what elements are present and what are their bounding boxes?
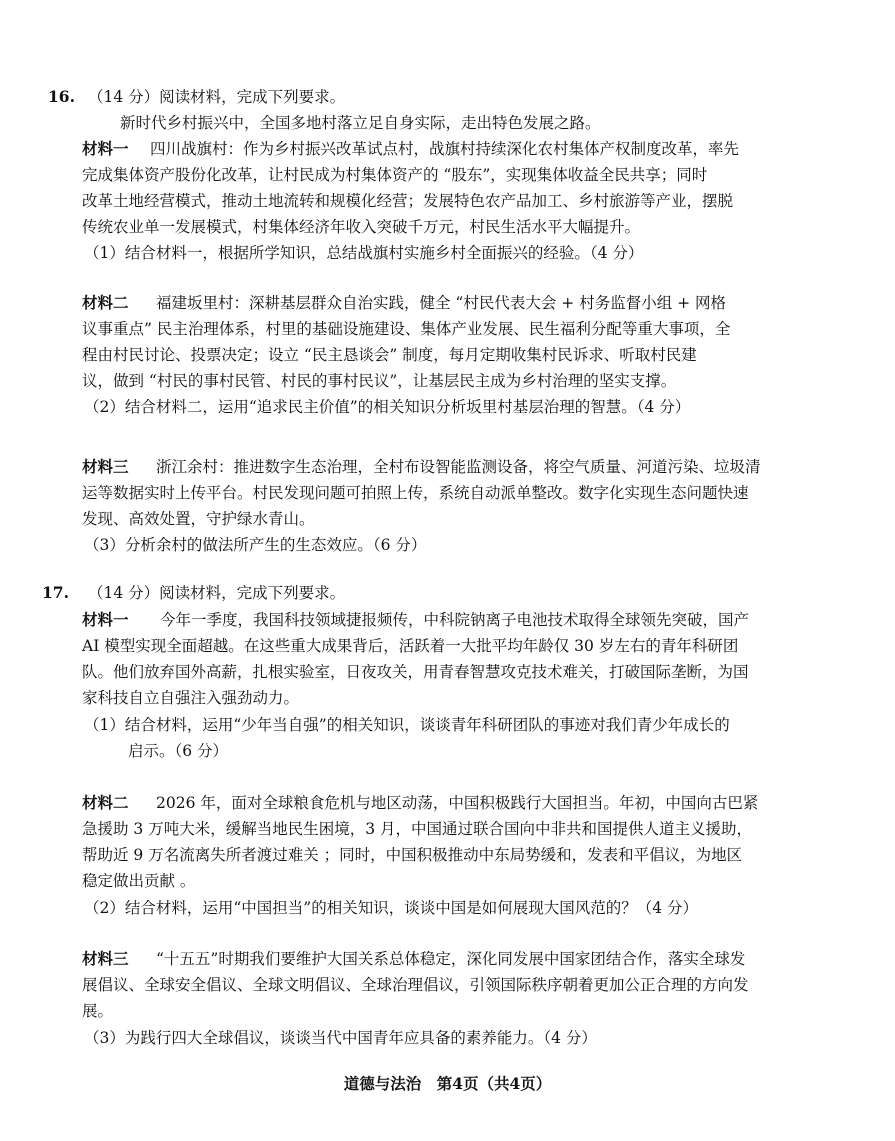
material-line: 今年一季度，我国科技领域捷报频传，中科院钠离子电池技术取得全球领先突破，国产: [160, 611, 750, 629]
material-line: 议事重点” 民主治理体系，村里的基础设施建设、集体产业发展、民生福利分配等重大事项，全: [82, 320, 731, 338]
material-line: 展倡议、全球安全倡议、全球文明倡议、全球治理倡议，引领国际秩序朝着更加公正合理的方向发: [82, 976, 749, 994]
page-footer: 道德与法治 第4页（共4页）: [343, 1074, 552, 1093]
material-line: 传统农业单一发展模式，村集体经济年收入突破千万元，村民生活水平大幅提升。: [82, 218, 641, 236]
question-number: 17.: [42, 583, 69, 602]
material-label: 材料三: [82, 457, 129, 476]
material-line: 运等数据实时上传平台。村民发现问题可拍照上传，系统自动派单整改。数字化实现生态问题快速: [82, 484, 749, 502]
sub-question: （3）分析余村的做法所产生的生态效应。（6 分）: [84, 536, 427, 554]
sub-question: （2）结合材料，运用“中国担当”的相关知识，谈谈中国是如何展现大国风范的？（4 分）: [84, 899, 699, 917]
material-line: 改革土地经营模式，推动土地流转和规模化经营；发展特色农产品加工、乡村旅游等产业，摆脱: [82, 192, 734, 210]
question-intro: 新时代乡村振兴中，全国多地村落立足自身实际，走出特色发展之路。: [120, 114, 601, 132]
material-line: 展。: [82, 1002, 114, 1020]
material-line: “十五五”时期我们要维护大国关系总体稳定，深化同发展中国家团结合作，落实全球发: [156, 950, 746, 968]
material-line: 稳定做出贡献 。: [82, 872, 196, 890]
material-line: 福建坂里村：深耕基层群众自治实践，健全 “村民代表大会 + 村务监督小组 + 网格: [156, 294, 727, 312]
sub-question: （3）为践行四大全球倡议，谈谈当代中国青年应具备的素养能力。（4 分）: [84, 1029, 597, 1047]
material-label: 材料一: [82, 610, 129, 629]
material-line: 议，做到 “村民的事村民管、村民的事村民议”，让基层民主成为乡村治理的坚实支撑。: [82, 372, 677, 390]
material-line: 队。他们放弃国外高薪，扎根实验室，日夜攻关，用青春智慧攻克技术难关，打破国际垄断，为国: [82, 663, 749, 681]
material-line: 发现、高效处置，守护绿水青山。: [82, 510, 315, 528]
material-line: 程由村民讨论、投票决定；设立 “民主恳谈会” 制度，每月定期收集村民诉求、听取村民建: [82, 346, 697, 364]
material-line: 浙江余村：推进数字生态治理，全村布设智能监测设备，将空气质量、河道污染、垃圾清: [156, 458, 761, 476]
material-label: 材料三: [82, 949, 129, 968]
material-line: 家科技自立自强注入强劲动力。: [82, 689, 300, 707]
material-label: 材料二: [82, 793, 129, 812]
material-line: 急援助 3 万吨大米，缓解当地民生困境，3 月，中国通过联合国向中非共和国提供人道主义援助，: [82, 820, 753, 838]
sub-question: （2）结合材料二，运用“追求民主价值”的相关知识分析坂里村基层治理的智慧。（4 分）: [84, 398, 691, 416]
sub-question-cont: 启示。（6 分）: [128, 742, 229, 760]
question-heading: （14 分）阅读材料，完成下列要求。: [88, 88, 346, 106]
material-line: 完成集体资产股份化改革，让村民成为村集体资产的 “股东”，实现集体收益全民共享；同时: [82, 166, 708, 184]
material-label: 材料一: [82, 139, 129, 158]
material-line: 帮助近 9 万名流离失所者渡过难关 ；同时，中国积极推动中东局势缓和，发表和平倡议，为地区: [82, 846, 743, 864]
material-line: AI 模型实现全面超越。在这些重大成果背后，活跃着一大批平均年龄仅 30 岁左右的青年科研团: [82, 637, 739, 655]
material-line: 四川战旗村：作为乡村振兴改革试点村，战旗村持续深化农村集体产权制度改革，率先: [150, 140, 740, 158]
sub-question: （1）结合材料一，根据所学知识，总结战旗村实施乡村全面振兴的经验。（4 分）: [84, 244, 644, 262]
material-label: 材料二: [82, 293, 129, 312]
question-heading: （14 分）阅读材料，完成下列要求。: [88, 584, 346, 602]
question-number: 16.: [48, 87, 75, 106]
material-line: 2026 年，面对全球粮食危机与地区动荡，中国积极践行大国担当。年初，中国向古巴紧: [156, 794, 759, 812]
sub-question: （1）结合材料，运用“少年当自强”的相关知识，谈谈青年科研团队的事迹对我们青少年成长的: [84, 716, 730, 734]
